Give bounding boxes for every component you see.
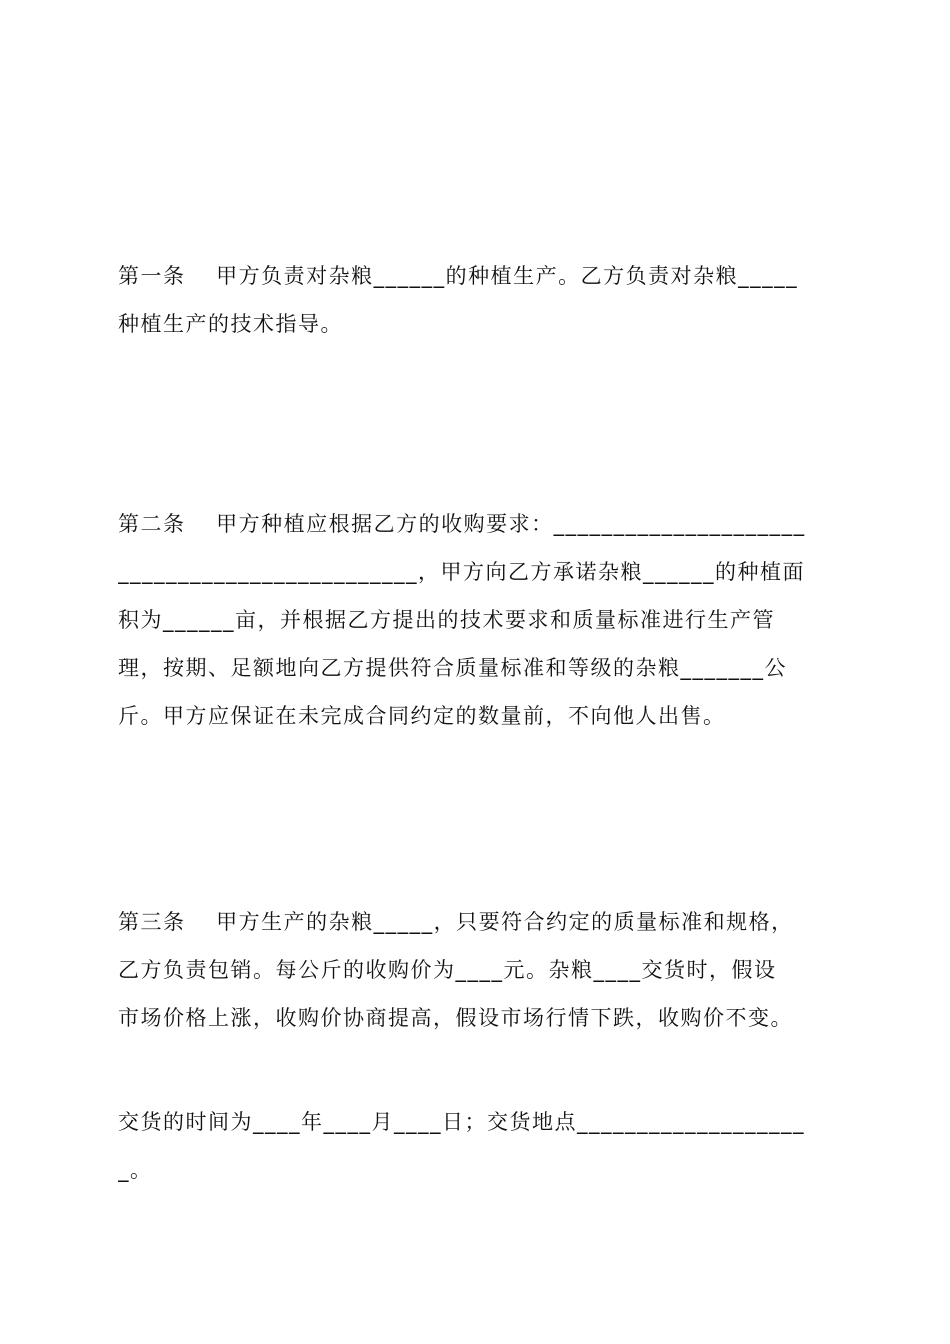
clause-2-line-1: 第二条 甲方种植应根据乙方的收购要求：_____________________ xyxy=(118,512,806,536)
clause-3-line-1: 第三条 甲方生产的杂粮_____，只要符合约定的质量标准和规格， xyxy=(118,910,794,934)
clause-3 xyxy=(118,898,834,1042)
clause-1-line-1: 第一条 甲方负责对杂粮______的种植生产。乙方负责对杂粮_____ xyxy=(118,264,799,288)
clause-2-line-3: 积为______亩，并根据乙方提出的技术要求和质量标准进行生产管 xyxy=(118,608,775,632)
clause-3-line-3: 市场价格上涨，收购价协商提高，假设市场行情下跌，收购价不变。 xyxy=(118,1006,793,1030)
delivery-terms xyxy=(118,1098,834,1194)
delivery-line-1: 交货的时间为____年____月____日；交货地点___________________ xyxy=(118,1110,805,1134)
clause-2 xyxy=(118,500,834,740)
clause-3-line-2: 乙方负责包销。每公斤的收购价为____元。杂粮____交货时，假设 xyxy=(118,958,777,982)
clause-1 xyxy=(118,252,834,348)
clause-2-line-5: 斤。甲方应保证在未完成合同约定的数量前，不向他人出售。 xyxy=(118,704,726,728)
clause-2-line-4: 理，按期、足额地向乙方提供符合质量标准和等级的杂粮_______公 xyxy=(118,656,787,680)
delivery-line-2: _。 xyxy=(118,1158,153,1182)
clause-2-line-2: _________________________，甲方向乙方承诺杂粮______的种植面 xyxy=(118,560,805,584)
clause-1-line-2: 种植生产的技术指导。 xyxy=(118,312,343,336)
